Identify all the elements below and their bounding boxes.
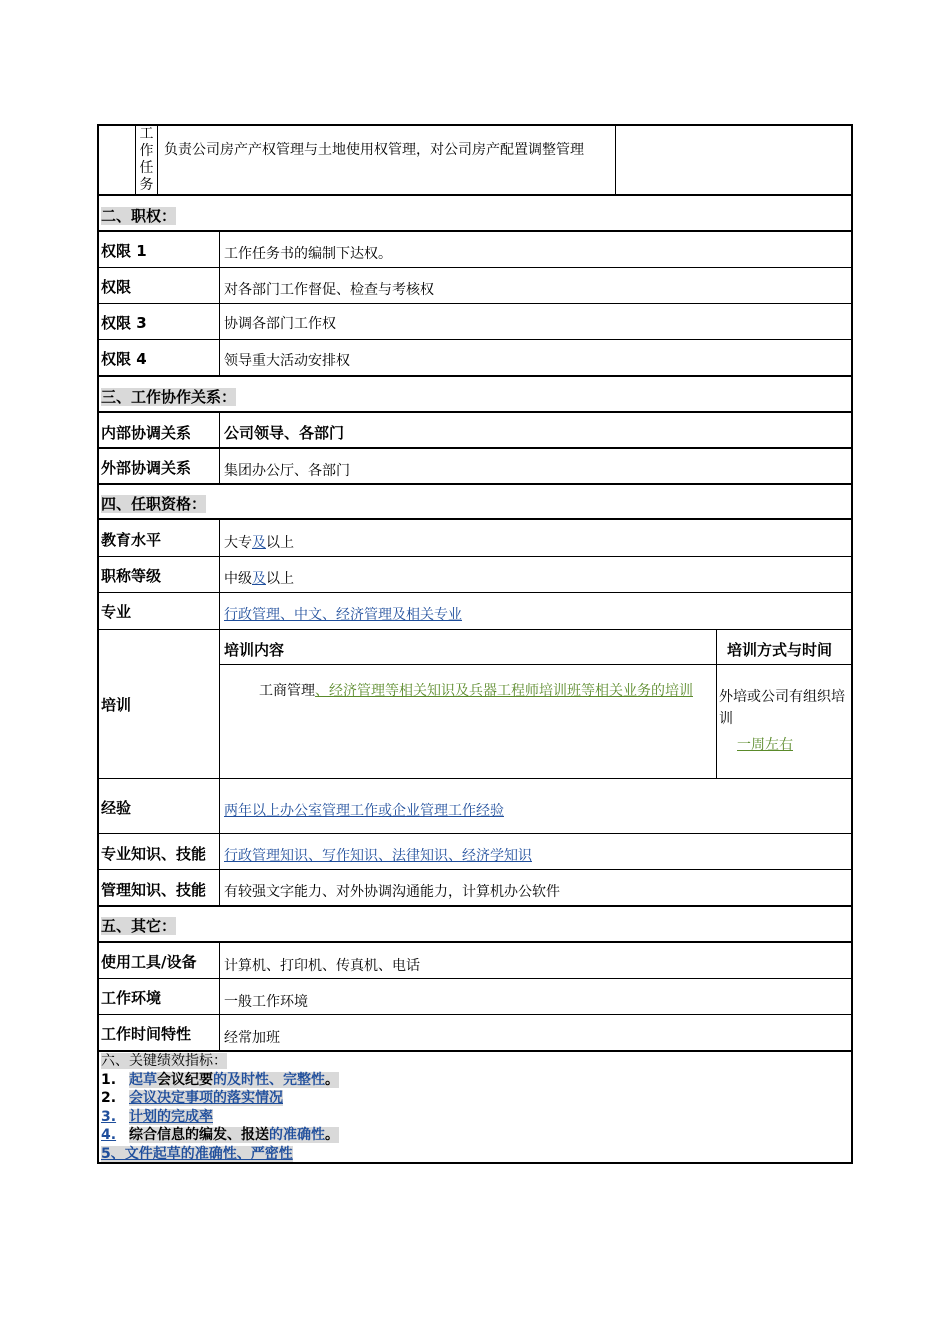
section4-header (99, 485, 851, 520)
section3-title: 三、工作协作关系： (101, 388, 237, 406)
external-relation-value: 集团办公厅、各部门 (219, 449, 851, 483)
section3-header (99, 377, 851, 413)
other-label-2: 工作环境 (101, 989, 162, 1007)
task-label: 工作任务 (135, 126, 157, 194)
title-level-label: 职称等级 (101, 567, 162, 585)
external-relation-row (99, 449, 851, 485)
internal-relation-label: 内部协调关系 (101, 424, 192, 442)
task-row (99, 126, 851, 196)
training-label: 培训 (101, 696, 132, 714)
task-extra-cell (615, 126, 851, 194)
training-time: 一周左右 (737, 737, 793, 753)
skill-row (99, 834, 851, 870)
training-method: 外培或公司有组织培训 (719, 689, 845, 727)
education-label: 教育水平 (101, 531, 162, 549)
authority-row-2 (99, 268, 851, 304)
authority-value-4: 领导重大活动安排权 (219, 340, 851, 375)
authority-label-2: 权限 (101, 278, 132, 296)
major-label: 专业 (101, 603, 132, 621)
section6-title: 六、关键绩效指标： (101, 1053, 227, 1069)
section6-kpi (99, 1052, 851, 1162)
task-blank-cell (99, 126, 135, 194)
other-row-3 (99, 1015, 851, 1052)
task-text: 负责公司房产产权管理与土地使用权管理，对公司房产配置调整管理 (157, 126, 615, 194)
kpi-item-3: 3. 计划的完成率 (101, 1108, 213, 1125)
section2-title: 二、职权： (101, 207, 177, 225)
kpi-item-1: 1. 起草会议纪要的及时性、完整性。 (101, 1071, 339, 1088)
skill-value: 行政管理知识、写作知识、法律知识、经济学知识 (219, 834, 851, 869)
section5-title: 五、其它： (101, 917, 177, 935)
kpi-item-4: 4. 综合信息的编发、报送的准确性。 (101, 1127, 339, 1143)
job-description-table (97, 124, 853, 1164)
mgmt-skill-row (99, 870, 851, 907)
mgmt-skill-label: 管理知识、技能 (101, 881, 207, 899)
authority-value-2: 对各部门工作督促、检查与考核权 (219, 268, 851, 303)
kpi-item-5: 5、文件起草的准确性、严密性 (101, 1145, 293, 1162)
mgmt-skill-value: 有较强文字能力、对外协调沟通能力，计算机办公软件 (219, 870, 851, 905)
experience-label: 经验 (101, 799, 132, 817)
training-detail (219, 630, 851, 778)
kpi-item-2: 2. 会议决定事项的落实情况 (101, 1090, 283, 1106)
training-content-header: 培训内容 (224, 641, 285, 659)
authority-row-4 (99, 340, 851, 377)
other-label-3: 工作时间特性 (101, 1025, 192, 1043)
internal-relation-row (99, 413, 851, 449)
other-value-2: 一般工作环境 (219, 979, 851, 1014)
training-method-cell (716, 664, 851, 778)
training-header-row (220, 630, 851, 665)
experience-row (99, 779, 851, 834)
other-value-1: 计算机、打印机、传真机、电话 (219, 943, 851, 978)
section2-header (99, 196, 851, 232)
training-method-header: 培训方式与时间 (716, 630, 851, 664)
section5-header (99, 907, 851, 943)
authority-value-3: 协调各部门工作权 (219, 304, 851, 339)
authority-label-1: 权限 1 (101, 242, 147, 260)
authority-row-3 (99, 304, 851, 340)
external-relation-label: 外部协调关系 (101, 459, 192, 477)
title-level-value: 中级及以上 (219, 557, 851, 592)
authority-label-3: 权限 3 (101, 314, 147, 332)
training-content: 工商管理、经济管理等相关知识及兵器工程师培训班等相关业务的培训 (259, 683, 693, 699)
education-row (99, 520, 851, 557)
other-row-2 (99, 979, 851, 1015)
skill-label: 专业知识、技能 (101, 845, 207, 863)
authority-row-1 (99, 232, 851, 268)
title-level-row (99, 557, 851, 593)
training-row (99, 630, 851, 779)
internal-relation-value: 公司领导、各部门 (219, 413, 851, 447)
experience-value: 两年以上办公室管理工作或企业管理工作经验 (219, 779, 851, 833)
other-label-1: 使用工具/设备 (101, 953, 197, 971)
other-row-1 (99, 943, 851, 979)
section4-title: 四、任职资格： (101, 495, 207, 513)
major-row (99, 593, 851, 630)
education-value: 大专及以上 (219, 520, 851, 556)
authority-value-1: 工作任务书的编制下达权。 (219, 232, 851, 267)
other-value-3: 经常加班 (219, 1015, 851, 1050)
authority-label-4: 权限 4 (101, 350, 147, 368)
major-value: 行政管理、中文、经济管理及相关专业 (219, 593, 851, 629)
